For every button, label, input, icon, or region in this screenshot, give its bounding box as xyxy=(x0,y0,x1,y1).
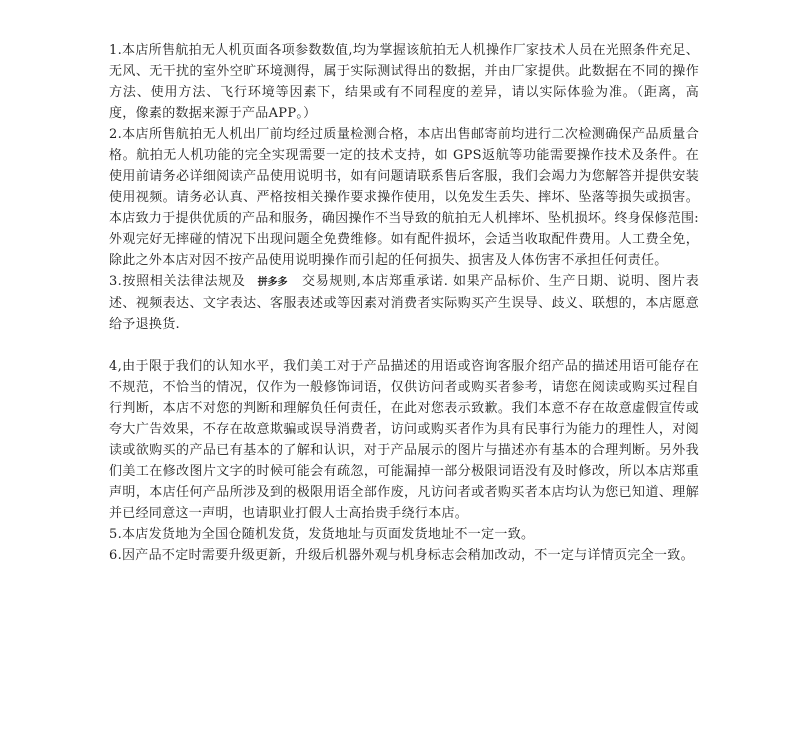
notice-item-5: 5.本店发货地为全国仓随机发货，发货地址与页面发货地址不一定一致。 xyxy=(109,527,535,542)
notice-item-3 xyxy=(109,271,699,335)
notice-item-3-rest: 交易规则,本店郑重承诺. 如果产品标价、生产日期、说明、图片表述、视频表达、文字表达、客服表述或等因素对消费者实际购买产生误导、歧义、联想的，本店愿意给予退换货. xyxy=(109,274,699,332)
store-notice xyxy=(109,40,699,566)
notice-item-6: 6.因产品不定时需要升级更新，升级后机器外观与机身标志会稍加改动，不一定与详情页完全一致。 xyxy=(109,548,694,563)
notice-item-4: 4,由于限于我们的认知水平，我们美工对于产品描述的用语或咨询客服介绍产品的描述用语可能存在不规范，不恰当的情况，仅作为一般修饰词语，仅供访问者或购买者参考，请您在阅读或购买过程自行判断，本店不对您的判断和理解负任何责任，在此对您表示致歉。我们本意不存在故意虚假宣传或夸大广告效果，不存在故意欺骗或误导消费者，访问或购买者作为具有民事行为能力的理性人，对阅读或欲购买的产品已有基本的了解和认识，对于产品展示的图片与描述亦有基本的合理判断。另外我们美工在修改图片文字的时候可能会有疏忽，可能漏掉一部分极限词语没有及时修改，所以本店郑重声明，本店任何产品所涉及到的极限用语全部作废，凡访问者或者购买者本店均认为您已知道、理解并已经同意这一声明，也请职业打假人士高抬贵手绕行本店。 xyxy=(109,359,699,521)
notice-item-1: 1.本店所售航拍无人机页面各项参数数值,均为掌握该航拍无人机操作厂家技术人员在光照条件充足、无风、无干扰的室外空旷环境测得，属于实际测试得出的数据，并由厂家提供。此数据在不同的操作方法、使用方法、飞行环境等因素下，结果或有不同程度的差异，请以实际体验为准。（距离，高度，像素的数据来源于产品APP。） xyxy=(109,43,699,121)
notice-item-2: 2.本店所售航拍无人机出厂前均经过质量检测合格，本店出售邮寄前均进行二次检测确保产品质量合格。航拍无人机功能的完全实现需要一定的技术支持，如 GPS返航等功能需要操作技术及条件。在使用前请务必详细阅读产品使用说明书，如有问题请联系售后客服，我们会竭力为您解答并提供安装使用视频。请务必认真、严格按相关操作要求操作使用，以免发生丢失、摔坏、坠落等损失或损害。本店致力于提供优质的产品和服务，确因操作不当导致的航拍无人机摔坏、坠机损坏。终身保修范围:外观完好无摔碰的情况下出现问题全免费维修。如有配件损坏，会适当收取配件费用。人工费全免，除此之外本店对因不按产品使用说明操作而引起的任何损失、损害及人体伤害不承担任何责任。 xyxy=(109,127,699,268)
notice-item-3-lead: 3.按照相关法律法规及 xyxy=(109,274,246,289)
platform-name: 拼多多 xyxy=(257,277,288,288)
